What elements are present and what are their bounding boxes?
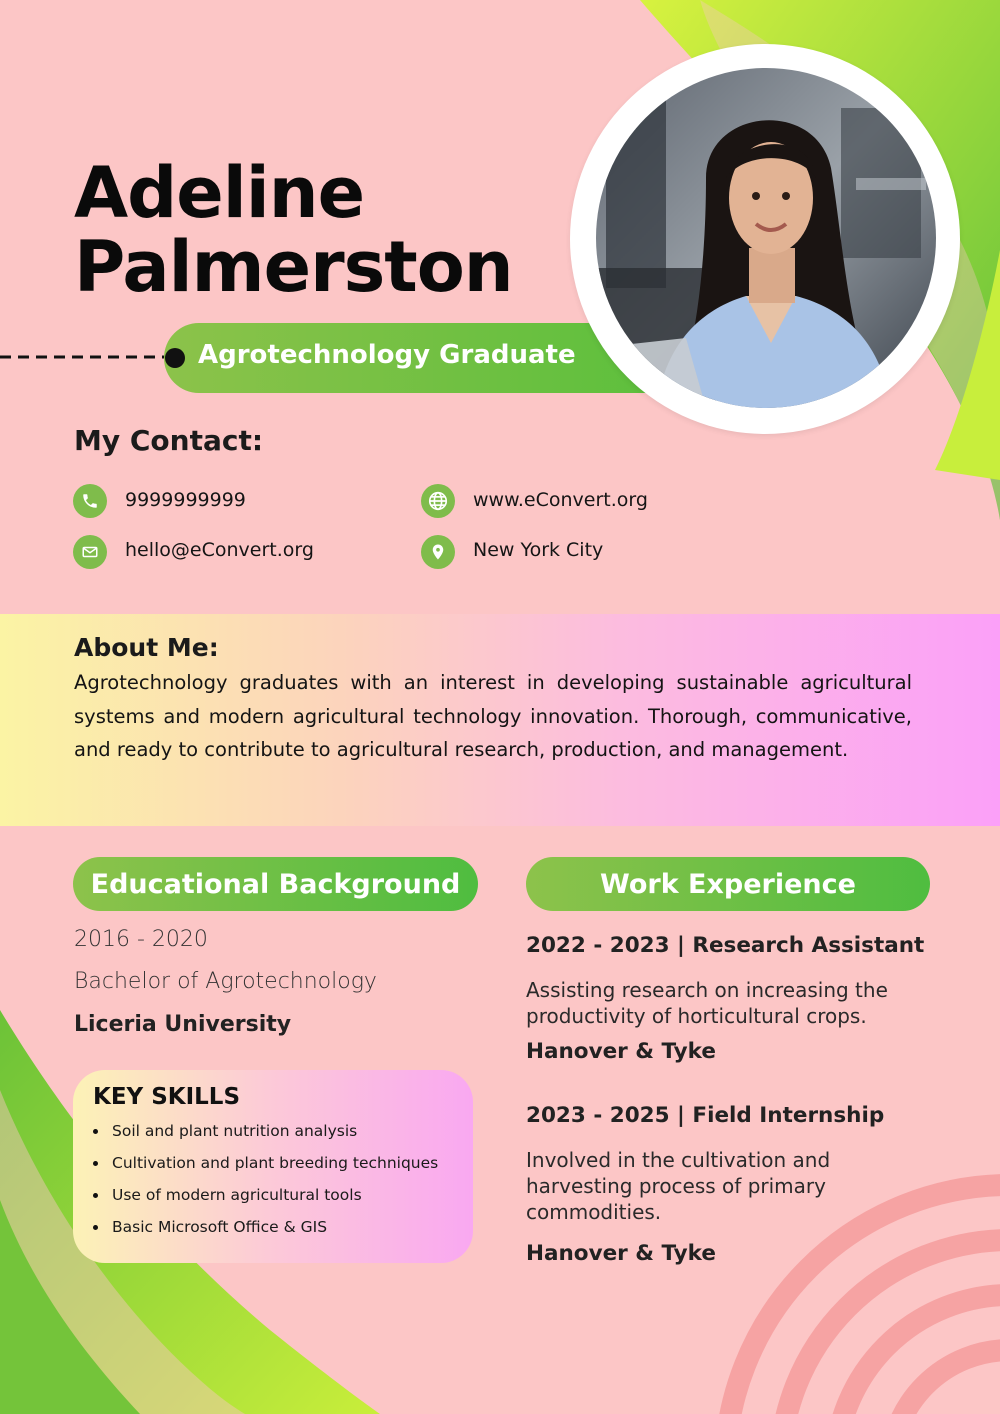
skill-item: Cultivation and plant breeding techniques [93,1152,438,1184]
job-2-header: 2023 - 2025 | Field Internship [526,1103,885,1128]
contact-email[interactable]: hello@eConvert.org [125,539,314,561]
profile-photo [596,68,936,408]
contact-website[interactable]: www.eConvert.org [473,489,648,511]
work-heading: Work Experience [526,857,930,911]
last-name: Palmerston [74,226,513,308]
job-2-description: Involved in the cultivation and harvesting process of primary commodities. [526,1148,831,1224]
about-text: Agrotechnology graduates with an interest in developing sustainable agricultural systems and modern agricultural technology innovation. Thorough, communicative, and ready to contribute to agricultural research, production, and management. [74,671,912,761]
education-years: 2016 - 2020 [74,927,208,952]
job-1-description: Assisting research on increasing the productivity of horticultural crops. [526,978,888,1028]
email-icon [73,535,107,569]
education-heading: Educational Background [73,857,478,911]
skill-item: Use of modern agricultural tools [93,1184,438,1216]
contact-location: New York City [473,539,604,561]
skill-item: Basic Microsoft Office & GIS [93,1216,438,1248]
first-name: Adeline [74,152,365,234]
job-title: Agrotechnology Graduate [198,340,576,370]
connector-dot [164,347,186,369]
job-2-company: Hanover & Tyke [526,1241,716,1266]
skills-list [93,1120,438,1248]
globe-icon [421,484,455,518]
job-1-company: Hanover & Tyke [526,1039,716,1064]
location-pin-icon [421,535,455,569]
education-degree: Bachelor of Agrotechnology [74,969,377,994]
skills-heading: KEY SKILLS [93,1084,241,1110]
about-heading: About Me: [74,633,219,662]
contact-phone[interactable]: 9999999999 [125,489,246,511]
phone-icon [73,484,107,518]
education-university: Liceria University [74,1012,292,1037]
contact-heading: My Contact: [74,424,264,457]
job-1-header: 2022 - 2023 | Research Assistant [526,933,925,958]
skill-item: Soil and plant nutrition analysis [93,1120,438,1152]
